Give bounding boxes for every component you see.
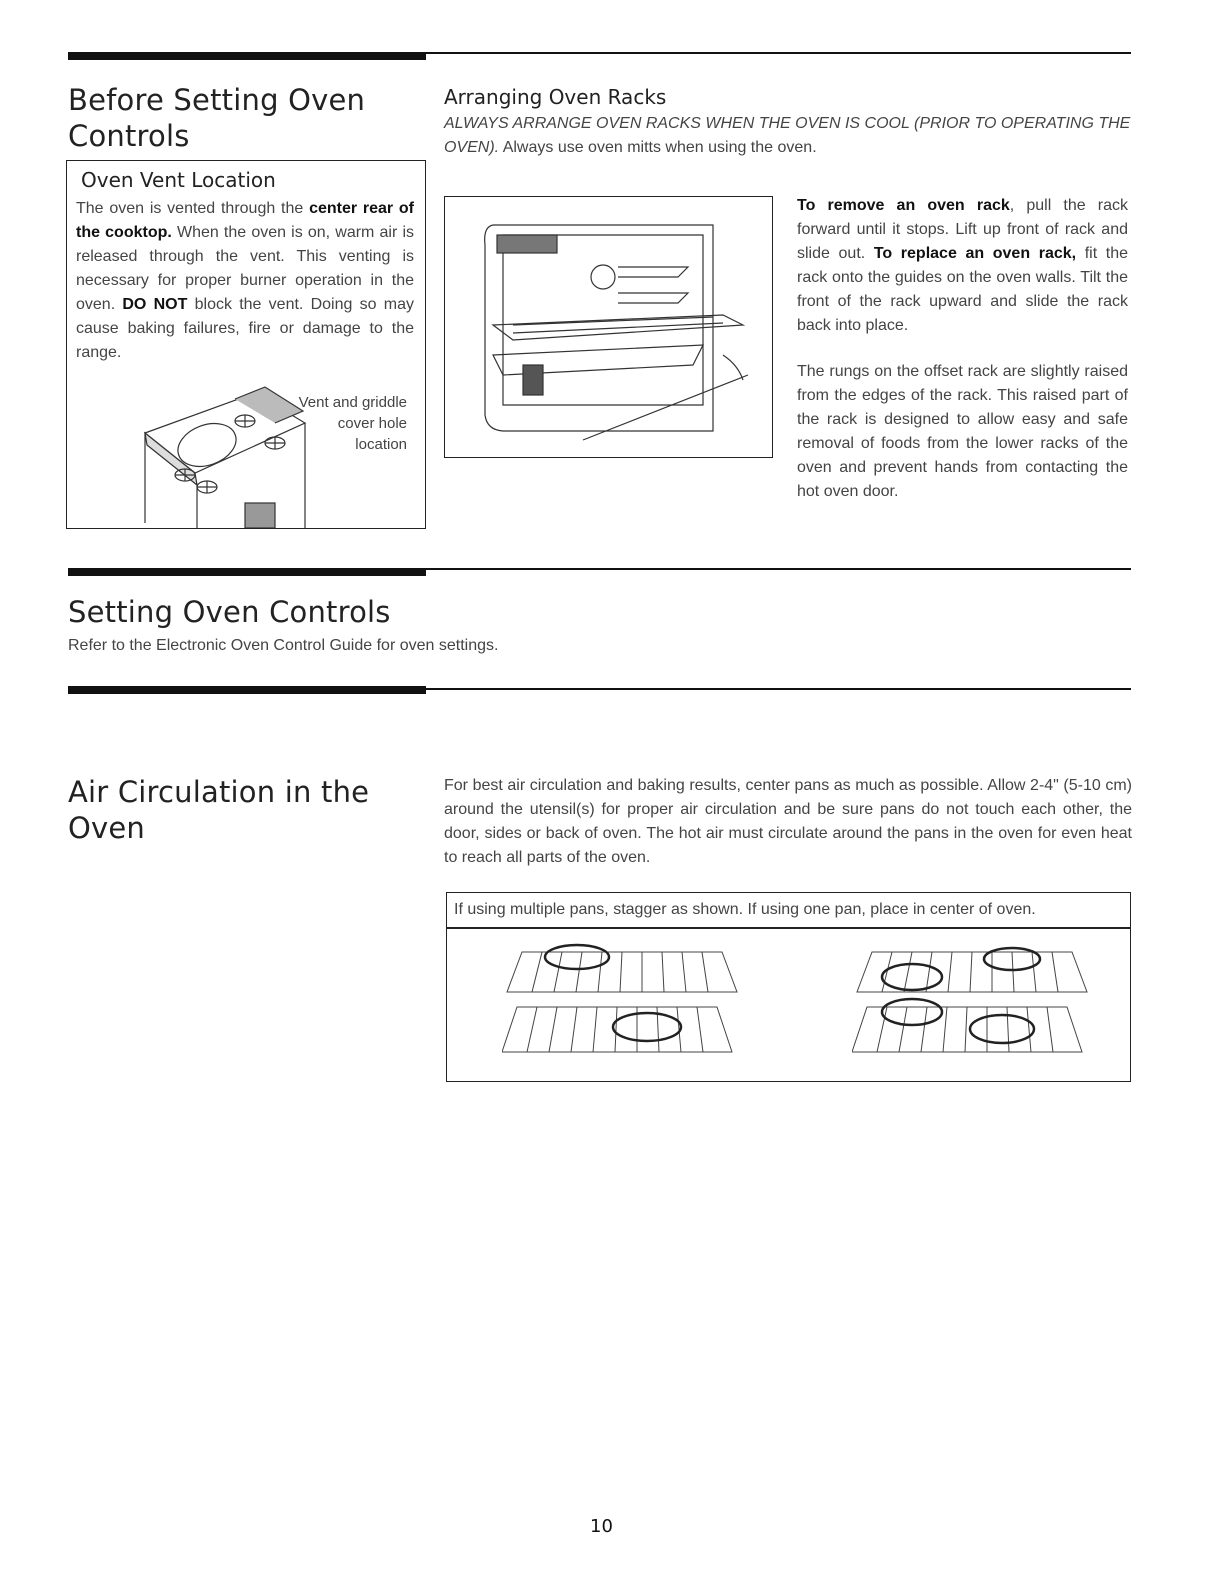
text-bold: To replace an oven rack, xyxy=(873,245,1077,262)
section-rule-thin xyxy=(426,568,1131,570)
oven-rack-figure xyxy=(444,196,773,458)
section-rule-thick xyxy=(68,52,426,60)
vent-callout xyxy=(257,392,407,455)
oven-vent-box xyxy=(66,160,426,529)
section-title-before-setting xyxy=(68,82,418,154)
callout-line: Vent and griddle xyxy=(298,394,407,411)
text-run: block the vent. Doing so may cause baking failures, fire or damage to the range. xyxy=(76,296,414,361)
callout-line: cover hole xyxy=(337,415,407,432)
oven-interior-illustration xyxy=(453,205,763,449)
callout-line: location xyxy=(355,436,407,453)
multiple-pans-right-illustration xyxy=(852,937,1112,1072)
rack-instructions xyxy=(797,194,1128,338)
warning-italic: ALWAYS ARRANGE OVEN RACKS WHEN THE OVEN IS COOL (PRIOR TO OPERATING THE OVEN). xyxy=(444,115,1131,156)
text-bold: To remove an oven rack xyxy=(797,197,1010,214)
racks-heading: Arranging Oven Racks xyxy=(444,85,667,109)
text-bold: DO NOT xyxy=(122,296,188,313)
pan-placement-caption: If using multiple pans, stagger as shown. If using one pan, place in center of oven. xyxy=(454,901,1036,918)
page-number: 10 xyxy=(590,1516,613,1537)
section-rule-thin xyxy=(426,52,1131,54)
title-line: Air Circulation in the xyxy=(68,775,370,809)
section-title-air-circulation xyxy=(68,774,418,846)
text-run: fit the rack onto the guides on the oven walls. Tilt the front of the rack upward and slide the rack back into place. xyxy=(797,245,1128,334)
text-run: , pull the rack forward until it stops. Lift up front of rack and slide out. xyxy=(797,197,1129,262)
rack-rungs-text: The rungs on the offset rack are slightly raised from the edges of the rack. This raised part of the rack is designed to allow easy and safe removal of foods from the lower racks of the oven and prevent hands from contacting the hot oven door. xyxy=(797,363,1128,500)
section-rule-thick xyxy=(68,686,426,694)
text-run: The oven is vented through the xyxy=(76,200,310,217)
title-line: Before Setting Oven xyxy=(68,83,366,117)
racks-warning xyxy=(444,112,1134,160)
pan-placement-figure xyxy=(446,892,1131,1082)
multiple-pans-left-illustration xyxy=(502,937,762,1072)
section-rule-thick xyxy=(68,568,426,576)
oven-vent-text xyxy=(76,197,414,365)
setting-controls-text: Refer to the Electronic Oven Control Guide for oven settings. xyxy=(68,637,499,654)
warning-tail: Always use oven mitts when using the oven. xyxy=(499,139,817,156)
air-circulation-text: For best air circulation and baking results, center pans as much as possible. Allow 2-4" (5-10 cm) around the utensil(s) for proper air circulation and be sure pans do not touch each other, the door, sides or back of oven. The hot air must circulate around the pans in the oven for even heat to reach all parts of the oven. xyxy=(444,777,1132,866)
title-line: Controls xyxy=(68,119,190,153)
text-run: When the oven is on, warm air is released through the vent. This venting is necessary for proper burner operation in the oven. xyxy=(76,224,415,313)
section-rule-thin xyxy=(426,688,1131,690)
section-title-setting-controls: Setting Oven Controls xyxy=(68,595,391,629)
oven-vent-heading: Oven Vent Location xyxy=(81,168,276,192)
title-line: Oven xyxy=(68,811,146,845)
text-bold: center rear of the cooktop. xyxy=(76,200,414,241)
caption-divider xyxy=(447,927,1130,929)
